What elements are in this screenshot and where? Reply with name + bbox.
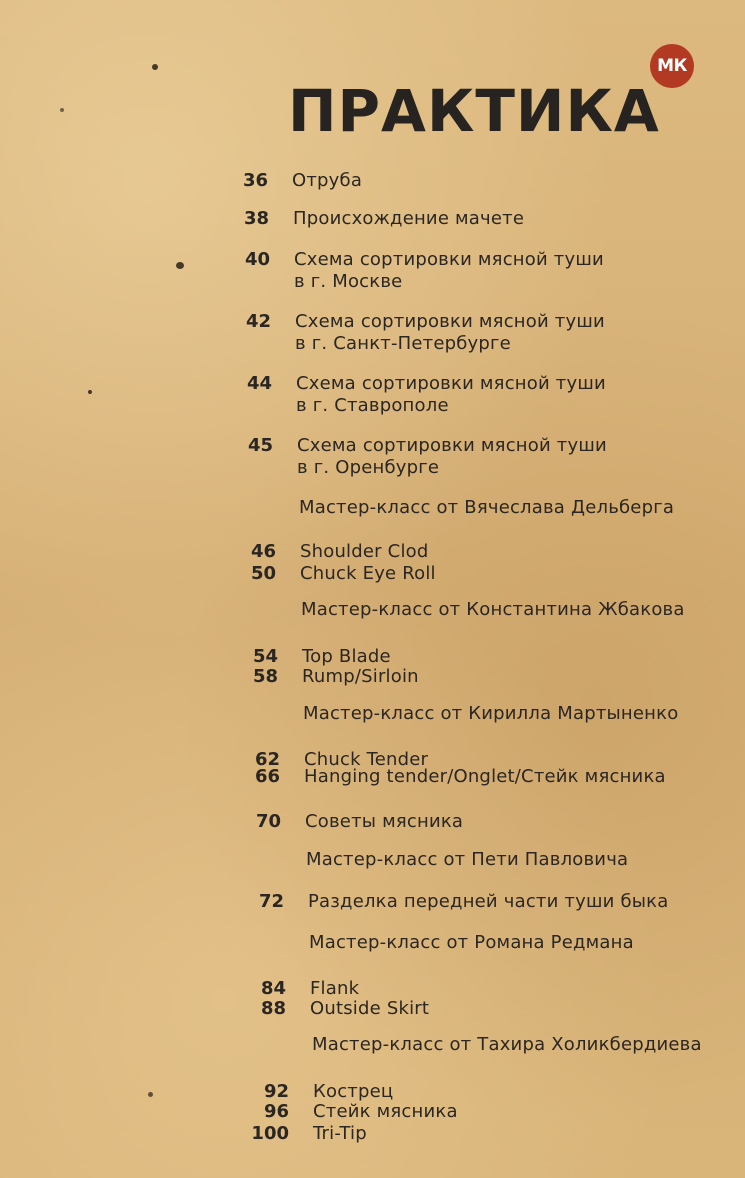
toc-entry[interactable]	[241, 1081, 393, 1103]
toc-section-heading[interactable]	[227, 497, 674, 519]
toc-page-number	[231, 703, 279, 725]
toc-entry-title: Chuck Eye Roll	[300, 563, 436, 584]
toc-entry-title: Chuck Tender	[304, 749, 429, 770]
toc-page-number: 84	[260, 978, 286, 999]
toc-page-number: 72	[258, 891, 284, 912]
toc-section-title: Мастер-класс от Романа Редмана	[309, 932, 634, 953]
toc-entry[interactable]	[241, 1101, 458, 1123]
toc-page-number: 46	[250, 541, 276, 562]
toc-page-number: 45	[247, 435, 273, 456]
toc-entry-title: Схема сортировки мясной туши	[297, 435, 607, 456]
toc-entry[interactable]	[238, 978, 359, 1000]
toc-page-number	[240, 1034, 288, 1056]
toc-entry-title: Разделка передней части туши быка	[308, 891, 669, 912]
toc-entry[interactable]	[223, 311, 605, 355]
toc-entry-title: Top Blade	[302, 646, 391, 667]
toc-entry-title: Tri-Tip	[313, 1123, 367, 1144]
toc-section-title: Мастер-класс от Пети Павловича	[306, 849, 629, 870]
toc-entry-title: Кострец	[313, 1081, 394, 1102]
toc-page-number	[229, 599, 277, 621]
toc-entry[interactable]	[222, 249, 604, 293]
toc-entry-title: Outside Skirt	[310, 998, 430, 1019]
toc-entry[interactable]	[224, 373, 606, 417]
toc-section-title: Мастер-класс от Тахира Холикбердиева	[312, 1034, 702, 1055]
toc-entry[interactable]	[228, 541, 429, 563]
toc-section-heading[interactable]	[240, 1034, 702, 1056]
toc-page-number: 50	[250, 563, 276, 584]
toc-page-number: 62	[254, 749, 280, 770]
toc-entry-title: Советы мясника	[305, 811, 464, 832]
toc-page-number: 88	[260, 998, 286, 1019]
toc-entry-title: Схема сортировки мясной туши	[294, 249, 604, 270]
toc-entry[interactable]	[228, 563, 436, 585]
toc-entry[interactable]	[241, 1123, 367, 1145]
toc-section-title: Мастер-класс от Константина Жбакова	[301, 599, 685, 620]
toc-page-number: 40	[244, 249, 270, 270]
toc-entry-title: Стейк мясника	[313, 1101, 458, 1122]
toc-entry[interactable]	[233, 811, 463, 833]
toc-page-number	[227, 497, 275, 519]
toc-section-heading[interactable]	[234, 849, 628, 871]
mk-badge: МК	[650, 44, 694, 88]
toc-page-number: 66	[254, 766, 280, 787]
toc-section-heading[interactable]	[237, 932, 634, 954]
toc-section-title: Мастер-класс от Вячеслава Дельберга	[299, 497, 675, 518]
toc-entry-title: Rump/Sirloin	[302, 666, 419, 687]
toc-entry-title-line2: в г. Москве	[294, 271, 403, 292]
toc-entry-title: Hanging tender/Onglet/Стейк мясника	[304, 766, 666, 787]
toc-entry[interactable]	[230, 666, 419, 688]
toc-entry-title: Схема сортировки мясной туши	[295, 311, 605, 332]
toc-entry[interactable]	[238, 998, 429, 1020]
toc-entry[interactable]	[236, 891, 668, 913]
toc-page-number	[237, 932, 285, 954]
toc-page-number: 70	[255, 811, 281, 832]
toc-section-title: Мастер-класс от Кирилла Мартыненко	[303, 703, 679, 724]
toc-page-number: 100	[251, 1123, 289, 1144]
toc-page-number: 42	[245, 311, 271, 332]
toc-section-heading[interactable]	[231, 703, 678, 725]
toc-entry-title-line2: в г. Ставрополе	[296, 395, 449, 416]
toc-page-number: 44	[246, 373, 272, 394]
toc-page-number	[234, 849, 282, 871]
toc-entry-title: Происхождение мачете	[293, 208, 525, 229]
toc-page-number: 92	[263, 1081, 289, 1102]
toc-page-number: 58	[252, 666, 278, 687]
toc-entry-title: Схема сортировки мясной туши	[296, 373, 606, 394]
toc-entry-title: Shoulder Clod	[300, 541, 429, 562]
page-title: ПРАКТИКА	[288, 77, 660, 145]
toc-entry-title-line2: в г. Оренбурге	[297, 457, 440, 478]
toc-section-heading[interactable]	[229, 599, 685, 621]
toc-entry[interactable]	[221, 208, 524, 230]
toc-entry-title-line2: в г. Санкт-Петербурге	[295, 333, 511, 354]
toc-entry-title: Отруба	[292, 170, 363, 191]
toc-entry[interactable]	[232, 766, 666, 788]
toc-entry[interactable]	[230, 646, 391, 668]
toc-entry[interactable]	[225, 435, 607, 479]
toc-page-number: 36	[242, 170, 268, 191]
toc-page-number: 96	[263, 1101, 289, 1122]
toc-entry-title: Flank	[310, 978, 360, 999]
toc-page-number: 54	[252, 646, 278, 667]
toc-page-number: 38	[243, 208, 269, 229]
toc-entry[interactable]	[220, 170, 362, 192]
